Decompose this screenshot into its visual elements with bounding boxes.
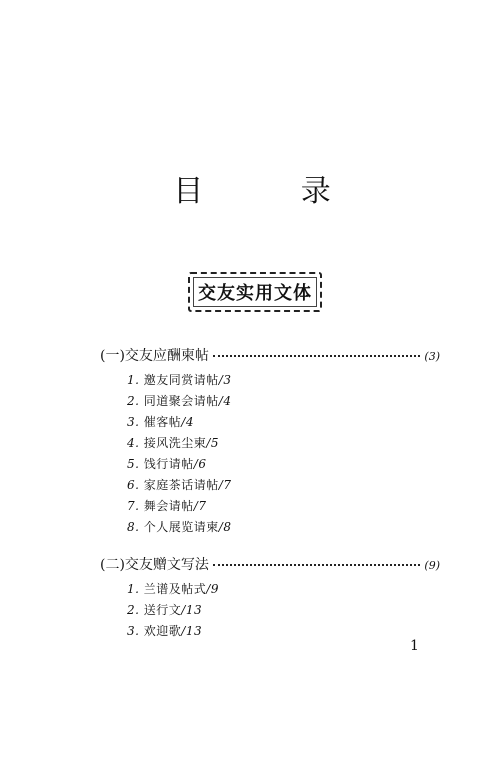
entry-title: 舞会请帖 (143, 499, 194, 513)
page-title: 目 录 (173, 174, 375, 209)
section-label-box (188, 272, 322, 312)
toc-entry (127, 392, 231, 409)
toc-entry (127, 455, 206, 472)
entry-title: 送行文 (143, 603, 182, 617)
toc-entry (127, 434, 219, 451)
entry-page: /4 (181, 415, 194, 429)
page-number: 1 (410, 638, 419, 654)
entry-title: 饯行请帖 (143, 457, 194, 471)
toc-entry (127, 497, 206, 514)
chapter-heading (100, 554, 440, 574)
entry-number: 1. (127, 582, 140, 596)
entry-title: 个人展览请柬 (143, 520, 219, 534)
entry-number: 2. (127, 603, 140, 617)
entry-page: /3 (218, 373, 232, 387)
entry-page: /13 (181, 624, 203, 638)
entry-title: 同道聚会请帖 (143, 394, 219, 408)
chapter-title: (二)交友赠文写法 (100, 557, 209, 573)
entry-title: 邀友同赏请帖 (143, 373, 219, 387)
toc-entry (127, 580, 219, 597)
entry-page: /7 (193, 499, 207, 513)
chapter-title: (一)交友应酬柬帖 (100, 348, 209, 364)
entry-title: 欢迎歌 (143, 624, 182, 638)
entry-number: 3. (127, 415, 140, 429)
entry-number: 4. (127, 436, 140, 450)
entry-number: 1. (127, 373, 140, 387)
toc-entry (127, 371, 231, 388)
entry-title: 兰谱及帖式 (143, 582, 207, 596)
entry-page: /5 (206, 436, 219, 450)
entry-page: /9 (206, 582, 219, 596)
toc-entry (127, 518, 231, 535)
entry-number: 5. (127, 457, 140, 471)
entry-title: 催客帖 (143, 415, 182, 429)
entry-number: 8. (127, 520, 140, 534)
entry-page: /8 (218, 520, 232, 534)
entry-page: /7 (218, 478, 232, 492)
entry-number: 6. (127, 478, 140, 492)
entry-number: 7. (127, 499, 140, 513)
chapter-heading (100, 345, 440, 365)
entry-number: 2. (127, 394, 140, 408)
entry-number: 3. (127, 624, 140, 638)
entry-title: 接风洗尘柬 (143, 436, 207, 450)
entry-page: /13 (181, 603, 203, 617)
section-label: 交友实用文体 (198, 283, 312, 304)
toc-entry (127, 413, 194, 430)
entry-page: /6 (193, 457, 207, 471)
dot-leader (213, 564, 420, 566)
entry-page: /4 (218, 394, 232, 408)
dot-leader (213, 355, 420, 357)
chapter-page: (3) (424, 350, 440, 363)
chapter-page: (9) (424, 559, 440, 572)
toc-entry (127, 601, 202, 618)
toc-entry (127, 476, 231, 493)
entry-title: 家庭茶话请帖 (143, 478, 219, 492)
toc-entry (127, 622, 202, 639)
